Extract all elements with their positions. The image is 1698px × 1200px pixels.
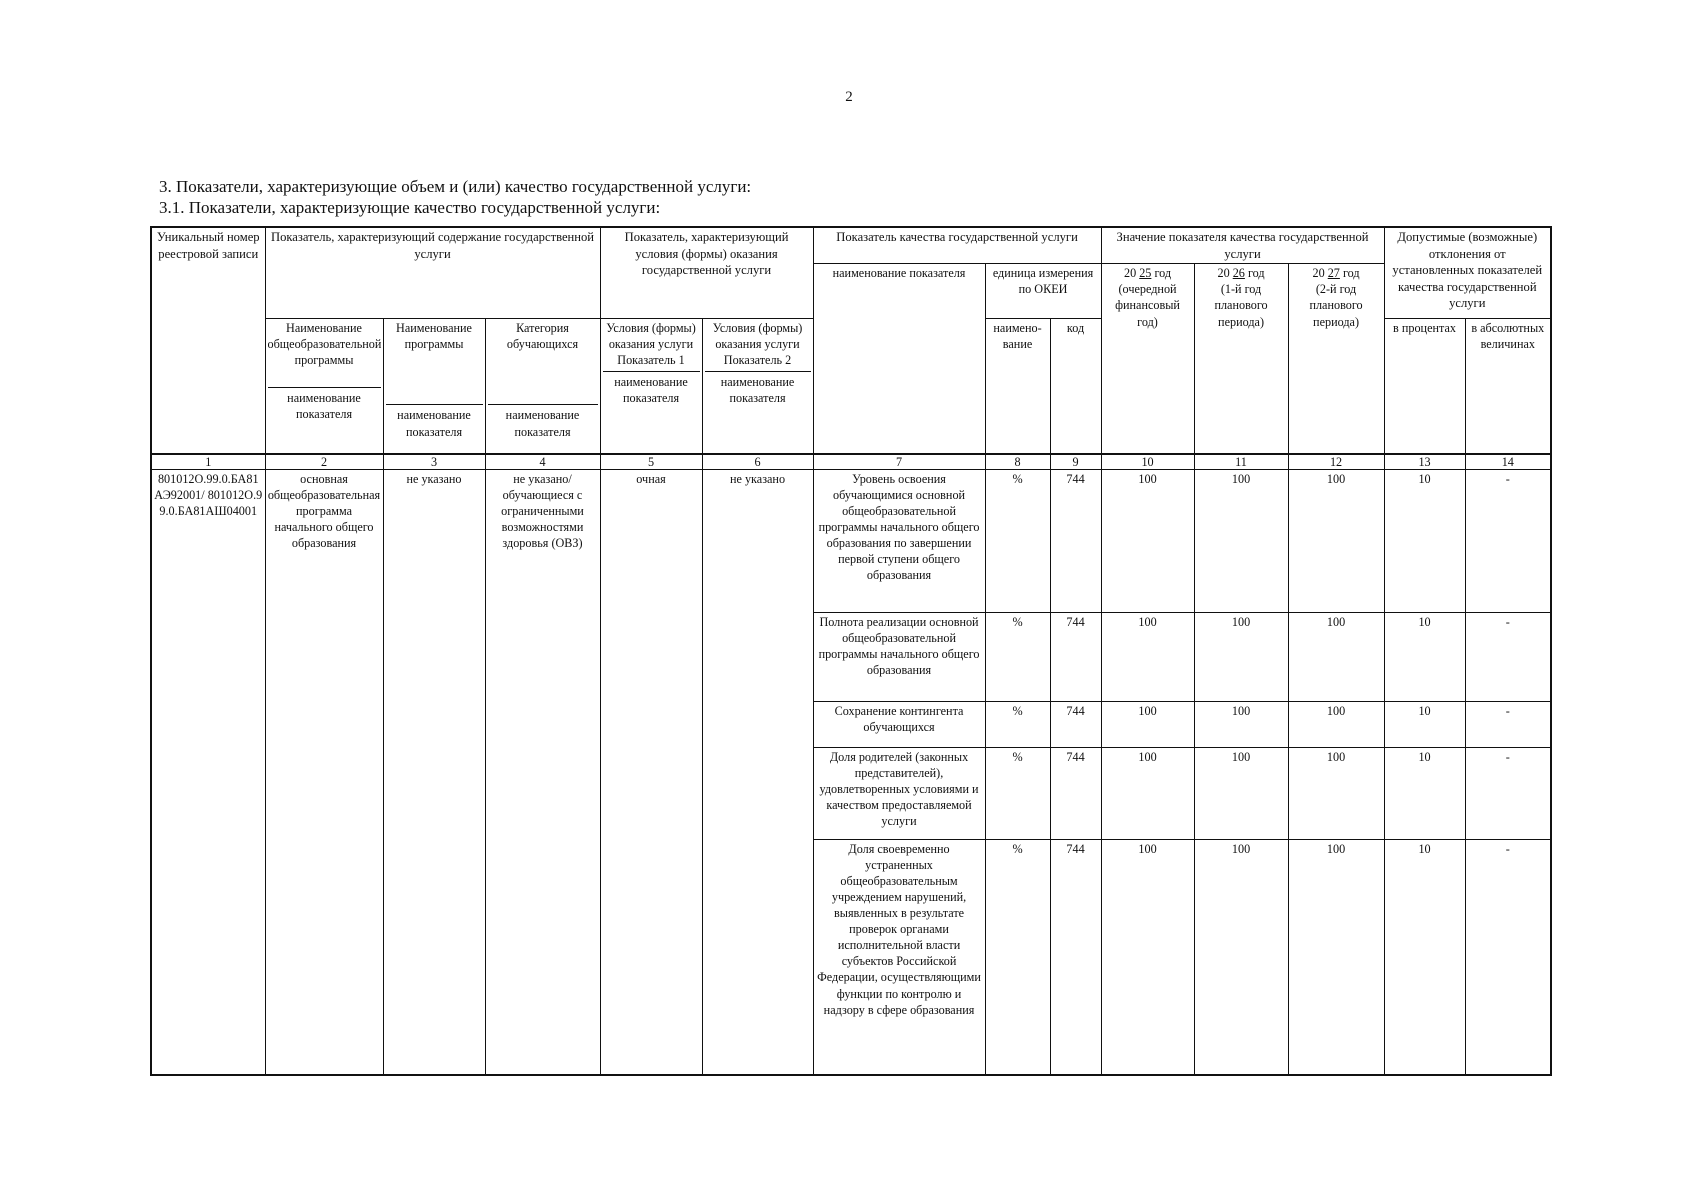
header-deviations: Допустимые (возможные) отклонения от установленных показателей качества государственной услуги [1384, 227, 1551, 319]
col-category-label: Категория обучающихся [506, 321, 579, 352]
indicator-absolute: - [1465, 612, 1551, 701]
indicator-unit: % [985, 612, 1050, 701]
col-num: 4 [485, 454, 600, 470]
header-unit: единица измерения по ОКЕИ [985, 264, 1101, 319]
year2-suffix: год [1247, 266, 1265, 281]
col-num: 13 [1384, 454, 1465, 470]
col-category-sub: наименование показателя [488, 404, 598, 439]
indicator-percent: 10 [1384, 839, 1465, 1075]
col-condition2-label: Условия (формы) оказания услуги Показатель 2 [712, 321, 803, 368]
header-col-category [485, 319, 600, 454]
header-in-percent: в процентах [1384, 319, 1465, 454]
col-condition2-sub: наименование показателя [705, 371, 811, 406]
header-quality-value: Значение показателя качества государственной услуги [1101, 227, 1384, 264]
indicator-2025: 100 [1101, 747, 1194, 839]
indicator-2027: 100 [1288, 612, 1384, 701]
year1-note: (очередной финансовый год) [1115, 282, 1180, 329]
indicator-2027: 100 [1288, 701, 1384, 747]
column-numbers-row [151, 454, 1551, 470]
header-col-condition1 [600, 319, 702, 454]
header-content-indicator: Показатель, характеризующий содержание государственной услуги [265, 227, 600, 319]
indicator-2025: 100 [1101, 839, 1194, 1075]
record-unique-number: 801012О.99.0.БА81АЭ92001/ 801012О.99.0.БА81АШ04001 [151, 469, 265, 1075]
col-program-sub: наименование показателя [386, 404, 483, 439]
indicator-absolute: - [1465, 747, 1551, 839]
indicator-2027: 100 [1288, 747, 1384, 839]
indicator-code: 744 [1050, 612, 1101, 701]
col-program-name-sub: наименование показателя [268, 387, 381, 422]
indicator-unit: % [985, 469, 1050, 612]
header-col-program-name [265, 319, 383, 454]
record-program: не указано [383, 469, 485, 1075]
header-col-condition2 [702, 319, 813, 454]
col-num: 3 [383, 454, 485, 470]
indicator-2026: 100 [1194, 612, 1288, 701]
header-year-2025 [1101, 264, 1194, 454]
indicator-2025: 100 [1101, 701, 1194, 747]
indicator-2026: 100 [1194, 747, 1288, 839]
indicator-percent: 10 [1384, 469, 1465, 612]
page-number: 2 [845, 89, 853, 105]
indicator-code: 744 [1050, 747, 1101, 839]
indicator-name: Доля родителей (законных представителей), удовлетворенных условиями и качеством предоставляемой услуги [813, 747, 985, 839]
year3-note: (2-й год планового периода) [1309, 282, 1363, 329]
year1-prefix: 20 [1123, 266, 1137, 281]
indicator-2026: 100 [1194, 469, 1288, 612]
col-num: 10 [1101, 454, 1194, 470]
header-unit-code: код [1050, 319, 1101, 454]
year3-prefix: 20 [1312, 266, 1325, 281]
indicator-2025: 100 [1101, 469, 1194, 612]
indicator-code: 744 [1050, 469, 1101, 612]
indicator-absolute: - [1465, 469, 1551, 612]
year1-value: 25 [1139, 266, 1152, 281]
col-num: 11 [1194, 454, 1288, 470]
indicator-percent: 10 [1384, 747, 1465, 839]
indicator-code: 744 [1050, 839, 1101, 1075]
year2-note: (1-й год планового периода) [1214, 282, 1268, 329]
header-year-2027 [1288, 264, 1384, 454]
col-num: 7 [813, 454, 985, 470]
indicator-unit: % [985, 701, 1050, 747]
header-unit-name: наимено-вание [985, 319, 1050, 454]
section-heading-3: 3. Показатели, характеризующие объем и (или) качество государственной услуги: [159, 177, 752, 196]
header-col-program [383, 319, 485, 454]
indicator-absolute: - [1465, 839, 1551, 1075]
header-conditions-indicator: Показатель, характеризующий условия (формы) оказания государственной услуги [600, 227, 813, 319]
col-num: 1 [151, 454, 265, 470]
col-program-label: Наименование программы [396, 321, 472, 352]
header-year-2026 [1194, 264, 1288, 454]
col-condition1-sub: наименование показателя [603, 371, 700, 406]
indicator-unit: % [985, 747, 1050, 839]
indicator-2026: 100 [1194, 701, 1288, 747]
indicator-2026: 100 [1194, 839, 1288, 1075]
indicator-name: Уровень освоения обучающимися основной общеобразовательной программы начального общего образования по завершении первой ступени общего образования [813, 469, 985, 612]
col-num: 14 [1465, 454, 1551, 470]
indicator-percent: 10 [1384, 701, 1465, 747]
year3-value: 27 [1327, 266, 1340, 281]
indicator-name: Доля своевременно устраненных общеобразовательным учреждением нарушений, выявленных в результате проверок органами исполнительной власти субъектов Российской Федерации, осуществляющими функции по контролю и надзору в сфере образования [813, 839, 985, 1075]
indicator-name: Сохранение контингента обучающихся [813, 701, 985, 747]
indicator-unit: % [985, 839, 1050, 1075]
record-condition1: очная [600, 469, 702, 1075]
col-num: 2 [265, 454, 383, 470]
col-num: 6 [702, 454, 813, 470]
indicator-2027: 100 [1288, 839, 1384, 1075]
header-quality-indicator: Показатель качества государственной услуги [813, 227, 1101, 264]
indicator-2025: 100 [1101, 612, 1194, 701]
col-program-name-label: Наименование общеобразовательной программы [267, 321, 382, 368]
indicator-2027: 100 [1288, 469, 1384, 612]
col-num: 9 [1050, 454, 1101, 470]
year2-prefix: 20 [1217, 266, 1230, 281]
quality-indicators-table [150, 226, 1552, 1076]
header-indicator-name: наименование показателя [813, 264, 985, 454]
section-heading-3-1: 3.1. Показатели, характеризующие качество государственной услуги: [159, 198, 661, 217]
indicator-percent: 10 [1384, 612, 1465, 701]
year2-value: 26 [1232, 266, 1245, 281]
header-unique-number: Уникальный номер реестровой записи [151, 227, 265, 454]
col-num: 5 [600, 454, 702, 470]
record-category: не указано/ обучающиеся с ограниченными возможностями здоровья (ОВЗ) [485, 469, 600, 1075]
indicator-absolute: - [1465, 701, 1551, 747]
col-num: 12 [1288, 454, 1384, 470]
table-row [151, 469, 1551, 612]
header-in-absolute: в абсолютных величинах [1465, 319, 1551, 454]
col-num: 8 [985, 454, 1050, 470]
record-condition2: не указано [702, 469, 813, 1075]
indicator-name: Полнота реализации основной общеобразовательной программы начального общего образования [813, 612, 985, 701]
year1-suffix: год [1154, 266, 1172, 281]
record-program-name: основная общеобразовательная программа начального общего образования [265, 469, 383, 1075]
indicator-code: 744 [1050, 701, 1101, 747]
col-condition1-label: Условия (формы) оказания услуги Показатель 1 [606, 321, 696, 368]
year3-suffix: год [1342, 266, 1360, 281]
